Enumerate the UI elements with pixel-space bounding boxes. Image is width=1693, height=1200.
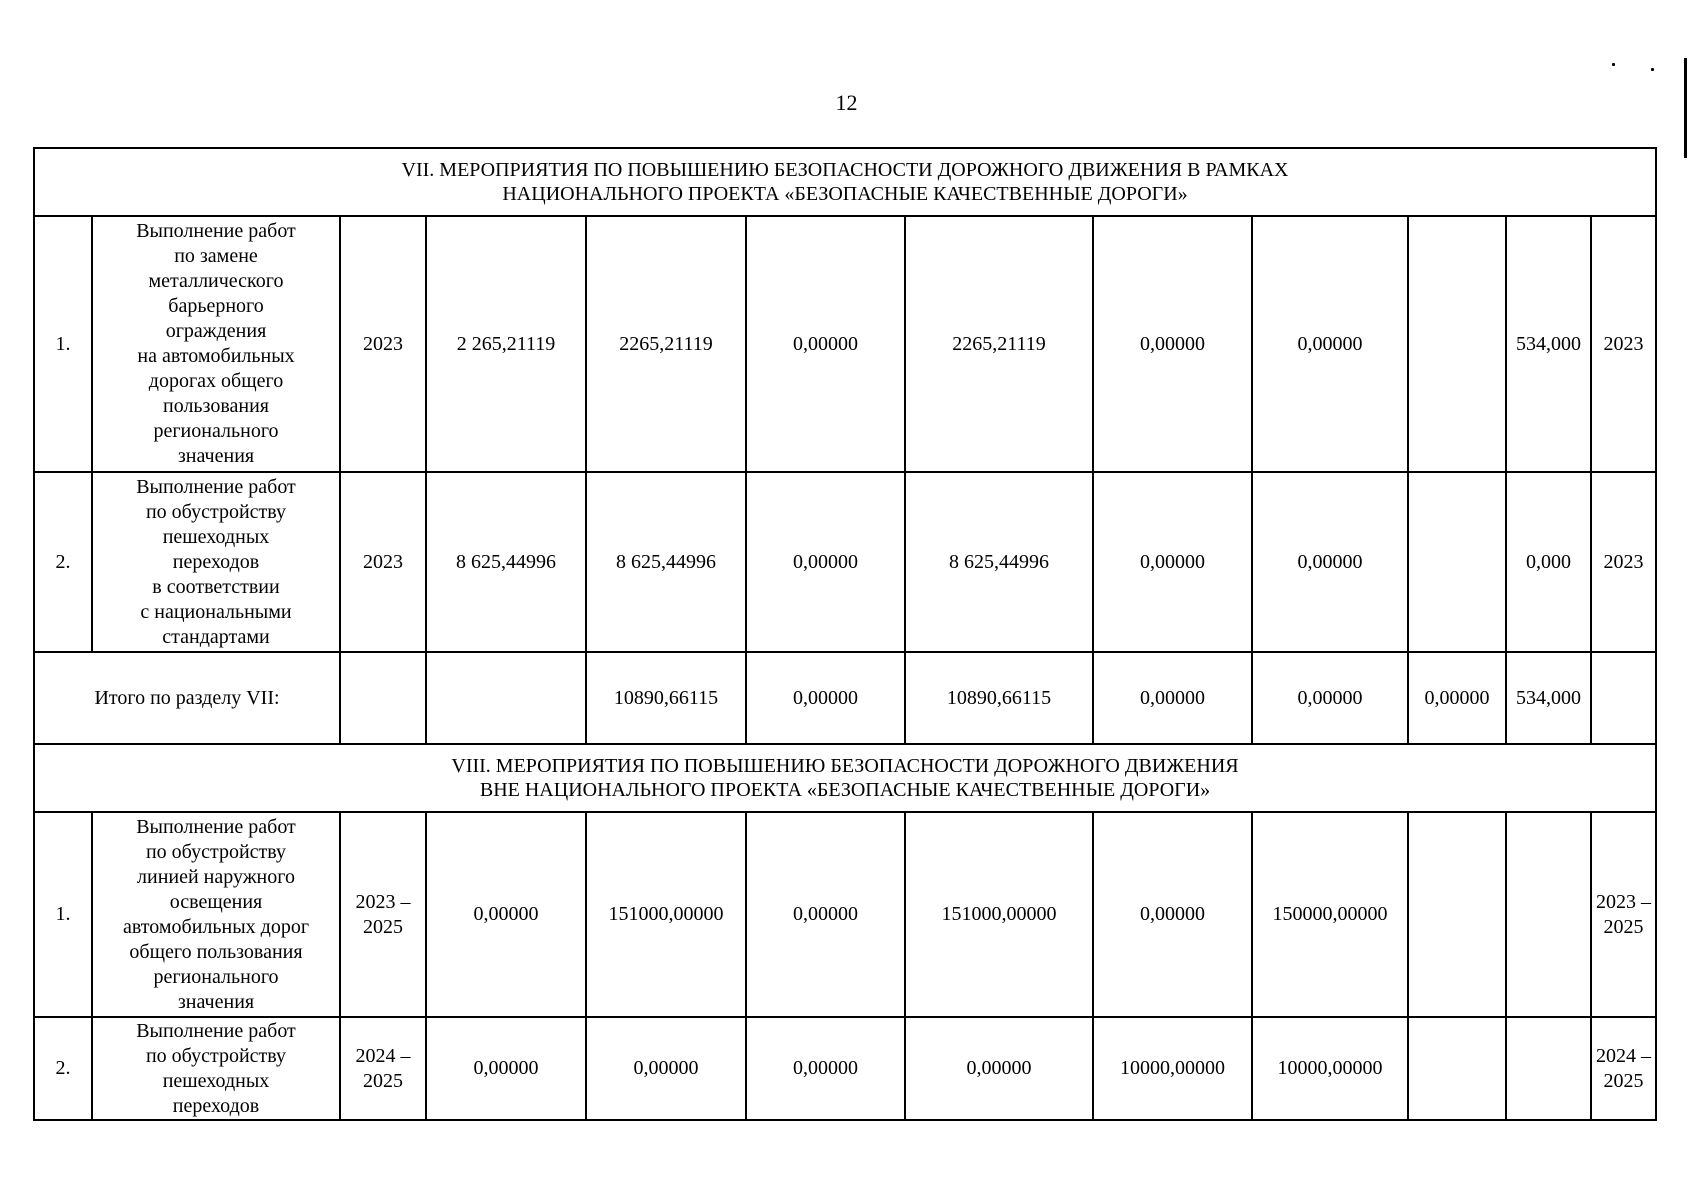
cell-value: 534,000 bbox=[1506, 216, 1591, 472]
cell-value: 0,00000 bbox=[905, 1017, 1093, 1120]
cell-value: 2 265,21119 bbox=[426, 216, 586, 472]
cell-value: 0,00000 bbox=[1252, 472, 1408, 652]
section-title-line: НАЦИОНАЛЬНОГО ПРОЕКТА «БЕЗОПАСНЫЕ КАЧЕСТВЕННЫЕ ДОРОГИ» bbox=[502, 183, 1188, 205]
cell-value: 0,00000 bbox=[746, 1017, 905, 1120]
cell-value bbox=[1408, 472, 1506, 652]
row-description: Выполнение работ по замене металлического барьерного ограждения на автомобильных дорогах общего пользования регионального значения bbox=[92, 216, 340, 472]
page-number: 12 bbox=[835, 90, 858, 115]
total-value: 0,00000 bbox=[1252, 652, 1408, 744]
cell-value: 0,00000 bbox=[746, 216, 905, 472]
section-header-row bbox=[34, 744, 1656, 812]
row-end-year: 2024 – 2025 bbox=[1591, 1017, 1656, 1120]
total-value: 0,00000 bbox=[1408, 652, 1506, 744]
total-row bbox=[34, 652, 1656, 744]
cell-value bbox=[1408, 812, 1506, 1017]
cell-value bbox=[1506, 1017, 1591, 1120]
cell-value bbox=[426, 652, 586, 744]
cell-value: 0,00000 bbox=[1252, 216, 1408, 472]
row-year: 2023 bbox=[340, 472, 426, 652]
cell-value bbox=[1591, 652, 1656, 744]
table-row bbox=[34, 1017, 1656, 1120]
cell-value: 2265,21119 bbox=[905, 216, 1093, 472]
cell-value: 0,00000 bbox=[1093, 472, 1252, 652]
table-row bbox=[34, 472, 1656, 652]
cell-value: 8 625,44996 bbox=[426, 472, 586, 652]
section-title bbox=[34, 148, 1656, 216]
cell-value: 0,00000 bbox=[746, 812, 905, 1017]
row-year: 2024 – 2025 bbox=[340, 1017, 426, 1120]
row-description: Выполнение работ по обустройству линией наружного освещения автомобильных дорог общего пользования регионального значения bbox=[92, 812, 340, 1017]
row-end-year: 2023 – 2025 bbox=[1591, 812, 1656, 1017]
total-value: 10890,66115 bbox=[586, 652, 746, 744]
cell-value: 0,00000 bbox=[1093, 216, 1252, 472]
scan-edge-line bbox=[1684, 58, 1687, 158]
total-value: 0,00000 bbox=[1093, 652, 1252, 744]
row-year: 2023 – 2025 bbox=[340, 812, 426, 1017]
total-value: 0,00000 bbox=[746, 652, 905, 744]
cell-value bbox=[340, 652, 426, 744]
cell-value: 0,00000 bbox=[586, 1017, 746, 1120]
cell-value: 0,00000 bbox=[426, 812, 586, 1017]
table-row bbox=[34, 812, 1656, 1017]
row-description: Выполнение работ по обустройству пешеходных переходов в соответствии с национальными стандартами bbox=[92, 472, 340, 652]
cell-value: 151000,00000 bbox=[586, 812, 746, 1017]
total-value: 534,000 bbox=[1506, 652, 1591, 744]
section-title-line: ВНЕ НАЦИОНАЛЬНОГО ПРОЕКТА «БЕЗОПАСНЫЕ КАЧЕСТВЕННЫЕ ДОРОГИ» bbox=[479, 779, 1211, 801]
row-number: 1. bbox=[34, 812, 92, 1017]
measures-table bbox=[33, 147, 1657, 1121]
cell-value: 151000,00000 bbox=[905, 812, 1093, 1017]
cell-value: 0,00000 bbox=[1093, 812, 1252, 1017]
section-title-line: VII. МЕРОПРИЯТИЯ ПО ПОВЫШЕНИЮ БЕЗОПАСНОСТИ ДОРОЖНОГО ДВИЖЕНИЯ В РАМКАХ bbox=[401, 159, 1289, 181]
scan-speck bbox=[1651, 68, 1654, 71]
total-label: Итого по разделу VII: bbox=[34, 652, 340, 744]
cell-value: 8 625,44996 bbox=[586, 472, 746, 652]
section-header-row bbox=[34, 148, 1656, 216]
scan-speck bbox=[1612, 63, 1615, 66]
row-end-year: 2023 bbox=[1591, 472, 1656, 652]
row-end-year: 2023 bbox=[1591, 216, 1656, 472]
total-value: 10890,66115 bbox=[905, 652, 1093, 744]
section-title-line: VIII. МЕРОПРИЯТИЯ ПО ПОВЫШЕНИЮ БЕЗОПАСНОСТИ ДОРОЖНОГО ДВИЖЕНИЯ bbox=[451, 755, 1239, 777]
table-row bbox=[34, 216, 1656, 472]
cell-value: 0,00000 bbox=[426, 1017, 586, 1120]
cell-value: 10000,00000 bbox=[1093, 1017, 1252, 1120]
cell-value: 10000,00000 bbox=[1252, 1017, 1408, 1120]
section-title bbox=[34, 744, 1656, 812]
row-description: Выполнение работ по обустройству пешеходных переходов bbox=[92, 1017, 340, 1120]
cell-value: 0,00000 bbox=[746, 472, 905, 652]
cell-value: 8 625,44996 bbox=[905, 472, 1093, 652]
row-year: 2023 bbox=[340, 216, 426, 472]
cell-value bbox=[1408, 1017, 1506, 1120]
row-number: 2. bbox=[34, 1017, 92, 1120]
cell-value: 150000,00000 bbox=[1252, 812, 1408, 1017]
row-number: 1. bbox=[34, 216, 92, 472]
cell-value: 2265,21119 bbox=[586, 216, 746, 472]
cell-value bbox=[1408, 216, 1506, 472]
cell-value bbox=[1506, 812, 1591, 1017]
row-number: 2. bbox=[34, 472, 92, 652]
cell-value: 0,000 bbox=[1506, 472, 1591, 652]
